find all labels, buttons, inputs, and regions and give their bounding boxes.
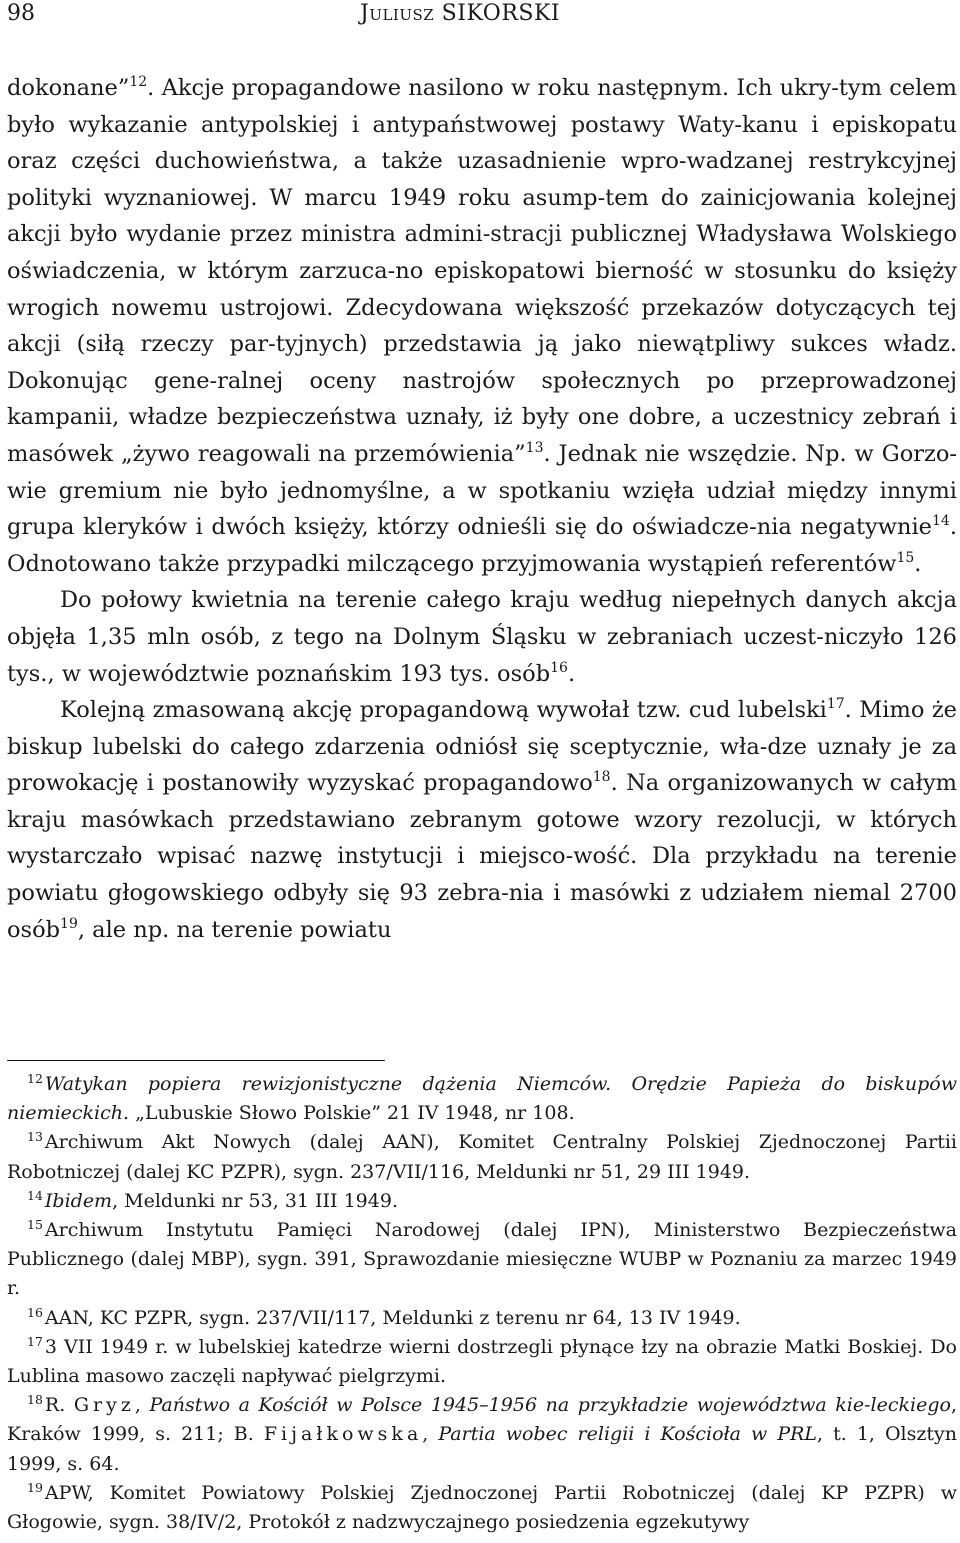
italic-title: Partia wobec religii i Kościoła w PRL — [438, 1423, 818, 1446]
italic-text: Watykan popiera rewizjonistyczne dążenia Niemców. Orędzie Papieża do biskupów niemieckich. — [7, 1073, 957, 1125]
text-run: AAN, KC PZPR, sygn. 237/VII/117, Meldunki z terenu nr 64, 13 IV 1949. — [44, 1306, 741, 1329]
page-header — [0, 0, 960, 30]
footnote-19 — [7, 1479, 957, 1537]
text-run: , t. 1, Olsztyn 1999, s. 64. — [7, 1423, 957, 1475]
footnote-18 — [7, 1391, 957, 1479]
footnote-14 — [7, 1187, 957, 1216]
text-run: APW, Komitet Powiatowy Polskiej Zjednoczonej Partii Robotniczej (dalej KP PZPR) w Głogowie, sygn. 38/IV/2, Protokół z nadzwyczajnego posiedzenia egzekutywy — [7, 1481, 957, 1534]
footnote-16 — [7, 1304, 957, 1333]
text-run: Kolejną zmasowaną akcję propagandową wywołał tzw. cud lubelski — [60, 697, 827, 724]
text-run: Archiwum Akt Nowych (dalej AAN), Komitet Centralny Polskiej Zjednoczonej Partii Robotniczej (dalej KC PZPR), sygn. 237/VII/116, Meldunki nr 51, 29 III 1949. — [7, 1131, 957, 1183]
paragraph-3 — [7, 692, 957, 948]
footnote-ref-18[interactable]: 18 — [592, 769, 611, 786]
footnote-13 — [7, 1128, 957, 1186]
text-run: Archiwum Instytutu Pamięci Narodowej (dalej IPN), Ministerstwo Bezpieczeństwa Publicznego (dalej MBP), sygn. 391, Sprawozdanie miesięczne WUBP w Poznaniu za marzec 1949 r. — [7, 1219, 957, 1300]
footnote-12 — [7, 1070, 957, 1128]
footnote-number: 18 — [27, 1392, 43, 1408]
text-run: , — [422, 1423, 439, 1446]
footnote-number: 14 — [27, 1187, 43, 1203]
footnotes — [7, 1070, 957, 1537]
text-run: 3 VII 1949 r. w lubelskiej katedrze wierni dostrzegli płynące łzy na obrazie Matki Boskiej. Do Lublina masowo zaczęli napływać pielgrzymi. — [7, 1335, 957, 1388]
footnote-number: 13 — [27, 1129, 43, 1145]
footnote-17 — [7, 1333, 957, 1391]
page-number: 98 — [7, 1, 35, 26]
footnote-number: 15 — [27, 1217, 43, 1233]
footnote-ref-14[interactable]: 14 — [932, 513, 950, 530]
text-run: , — [134, 1394, 150, 1417]
text-run: Do połowy kwietnia na terenie całego kraju według niepełnych danych akcja objęła 1,35 mln osób, z tego na Dolnym Śląsku w zebraniach uczest-niczyło 126 tys., w województwie poznańskim 193 tys. osób — [7, 587, 957, 687]
footnote-ref-16[interactable]: 16 — [550, 659, 568, 676]
footnote-number: 16 — [27, 1304, 43, 1320]
paragraph-1 — [7, 70, 957, 582]
text-run: . — [567, 660, 576, 687]
text-run: , Kraków 1999, s. 211; B. — [7, 1394, 957, 1446]
footnote-number: 19 — [27, 1479, 43, 1495]
main-text — [7, 70, 957, 948]
text-run: „Lubuskie Słowo Polskie” 21 IV 1948, nr 108. — [129, 1102, 575, 1125]
text-run: R. — [44, 1394, 74, 1417]
text-run: . — [914, 550, 922, 577]
text-run: . Akcje propagandowe nasilono w roku następnym. Ich ukry-tym celem było wykazanie antypolskiej i antypaństwowej postawy Waty-kanu i episkopatu oraz części duchowieństwa, a także uzasadnienie wpro-wadzanej restrykcyjnej polityki wyznaniowej. W marcu 1949 roku asump-tem do zainicjowania kolejnej akcji było wydanie przez ministra admini-stracji publicznej Władysława Wolskiego oświadczenia, w którym zarzuca-no episkopatowi bierność w stosunku do księży wrogich nowemu ustrojowi. Zdecydowana większość przekazów dotyczących tej akcji (siłą rzeczy par-tyjnych) przedstawia ją jako niewątpliwy sukces władz. Dokonując gene-ralnej oceny nastrojów społecznych po przeprowadzonej kampanii, władze bezpieczeństwa uznały, iż były one dobre, a uczestnicy zebrań i masówek „żywo reagowali na przemówienia” — [7, 75, 957, 467]
text-run: , Meldunki nr 53, 31 III 1949. — [112, 1189, 398, 1212]
text-run: . Na organizowanych w całym kraju masówkach przedstawiano zebranym gotowe wzory rezolucji, w których wystarczało wpisać nazwę instytucji i miejsco-wość. Dla przykładu na terenie powiatu głogowskiego odbyły się 93 zebra-nia i masówki z udziałem niemal 2700 osób — [7, 770, 957, 943]
text-run: . Odnotowano także przypadki milczącego przyjmowania wystąpień referentów — [7, 514, 957, 577]
author-name: Gryz — [73, 1394, 135, 1417]
text-run: . Mimo że biskup lubelski do całego zdarzenia odniósł się sceptycznie, wła-dze uznały je za prowokację i postanowiły wyzyskać propagandowo — [7, 697, 957, 797]
footnote-ref-17[interactable]: 17 — [826, 696, 845, 713]
footnote-ref-12[interactable]: 12 — [129, 74, 148, 90]
author-name: Fijałkowska — [263, 1423, 423, 1446]
text-run: dokonane” — [7, 75, 130, 101]
footnote-separator — [7, 1060, 385, 1061]
text-run: , ale np. na terenie powiatu — [77, 916, 392, 943]
italic-title: Państwo a Kościół w Polsce 1945–1956 na przykładzie województwa kie-leckiego — [149, 1394, 951, 1417]
text-run: . Jednak nie wszędzie. Np. w Gorzo-wie gremium nie było jednomyślne, a w spotkaniu wzięła udział między innymi grupa kleryków i dwóch księży, którzy odnieśli się do oświadcze-nia negatywnie — [7, 440, 957, 541]
footnote-15 — [7, 1216, 957, 1304]
italic-text: Ibidem — [44, 1189, 113, 1212]
running-head: Juliusz SIKORSKI — [360, 1, 561, 26]
footnote-ref-13[interactable]: 13 — [525, 439, 544, 456]
paragraph-2 — [7, 582, 957, 692]
footnote-number: 12 — [27, 1071, 43, 1086]
footnote-ref-19[interactable]: 19 — [60, 915, 78, 932]
footnote-number: 17 — [27, 1333, 43, 1349]
footnote-ref-15[interactable]: 15 — [896, 549, 915, 566]
